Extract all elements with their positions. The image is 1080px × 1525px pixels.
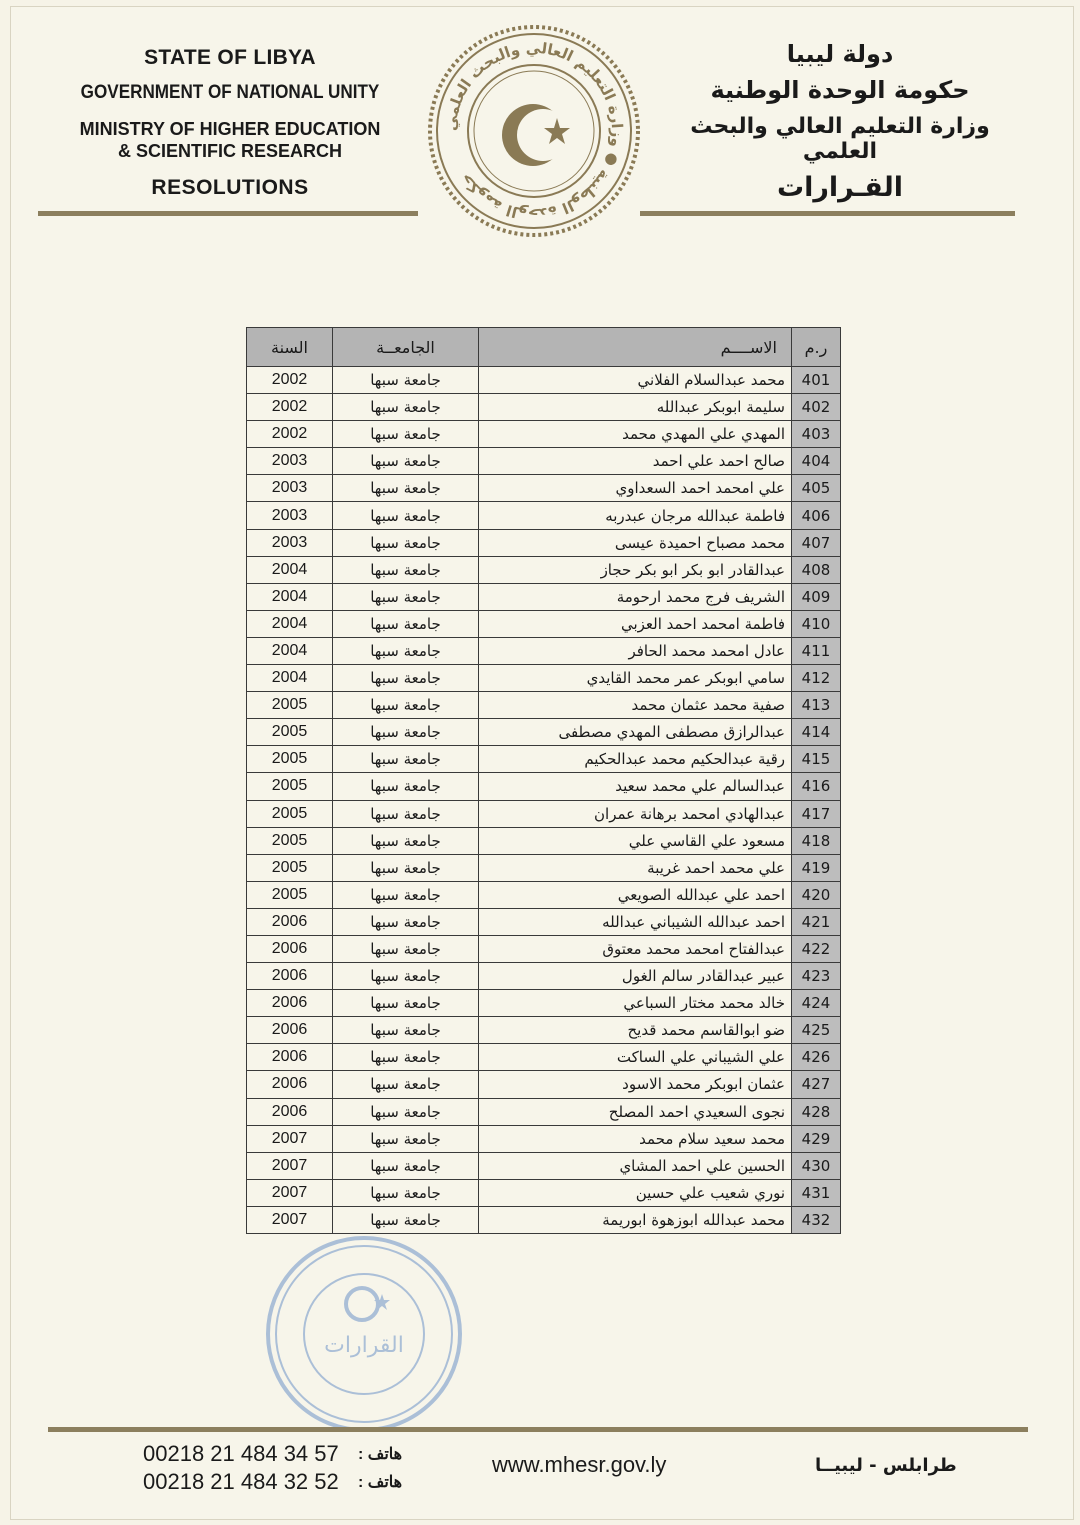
ministry-emblem-icon <box>425 22 643 240</box>
row-number: 404 <box>792 448 841 475</box>
table-row <box>247 908 841 935</box>
row-university: جامعة سبها <box>333 881 479 908</box>
row-name: الشريف فرج محمد ارحومة <box>479 583 792 610</box>
row-name: رقية عبدالحكيم محمد عبدالحكيم <box>479 746 792 773</box>
row-number: 422 <box>792 935 841 962</box>
row-university: جامعة سبها <box>333 502 479 529</box>
row-number: 424 <box>792 990 841 1017</box>
row-number: 410 <box>792 610 841 637</box>
row-name: الحسين علي احمد المشاي <box>479 1152 792 1179</box>
government-name-ar: حكومة الوحدة الوطنية <box>710 76 970 104</box>
phone-row-1 <box>143 1440 423 1468</box>
row-year: 2002 <box>247 394 333 421</box>
table-row <box>247 1206 841 1233</box>
ministry-name-ar: وزارة التعليم العالي والبحث العلمي <box>690 114 990 164</box>
row-year: 2006 <box>247 963 333 990</box>
row-university: جامعة سبها <box>333 746 479 773</box>
row-year: 2005 <box>247 827 333 854</box>
row-year: 2003 <box>247 502 333 529</box>
row-name: احمد عبدالله الشيباني عبدالله <box>479 908 792 935</box>
header-english <box>40 40 420 200</box>
row-university: جامعة سبها <box>333 719 479 746</box>
row-university: جامعة سبها <box>333 556 479 583</box>
row-name: محمد مصباح احميدة عيسى <box>479 529 792 556</box>
row-university: جامعة سبها <box>333 529 479 556</box>
row-number: 423 <box>792 963 841 990</box>
table-row <box>247 1044 841 1071</box>
table-row <box>247 448 841 475</box>
row-number: 409 <box>792 583 841 610</box>
row-number: 416 <box>792 773 841 800</box>
row-year: 2004 <box>247 637 333 664</box>
table-header-row <box>247 328 841 367</box>
official-stamp-icon <box>262 1232 467 1437</box>
table-row <box>247 421 841 448</box>
row-year: 2005 <box>247 719 333 746</box>
section-title-en: RESOLUTIONS <box>151 176 309 199</box>
ministry-name-en <box>40 118 420 162</box>
table-row <box>247 367 841 394</box>
row-number: 426 <box>792 1044 841 1071</box>
table-row <box>247 719 841 746</box>
row-university: جامعة سبها <box>333 935 479 962</box>
table-row <box>247 746 841 773</box>
row-university: جامعة سبها <box>333 583 479 610</box>
table-row <box>247 1152 841 1179</box>
row-name: محمد عبدالله ابوزهوة ابوريمة <box>479 1206 792 1233</box>
table-row <box>247 990 841 1017</box>
row-year: 2005 <box>247 881 333 908</box>
row-year: 2006 <box>247 1017 333 1044</box>
phone-number-1: 00218 21 484 34 57 <box>143 1441 339 1466</box>
row-name: علي محمد احمد غريبة <box>479 854 792 881</box>
row-university: جامعة سبها <box>333 963 479 990</box>
row-university: جامعة سبها <box>333 1125 479 1152</box>
row-name: نجوى السعيدي احمد المصلح <box>479 1098 792 1125</box>
row-year: 2003 <box>247 448 333 475</box>
row-number: 432 <box>792 1206 841 1233</box>
row-name: خالد محمد مختار السباعي <box>479 990 792 1017</box>
row-number: 407 <box>792 529 841 556</box>
table-row <box>247 665 841 692</box>
row-number: 414 <box>792 719 841 746</box>
row-university: جامعة سبها <box>333 1206 479 1233</box>
table-row <box>247 1098 841 1125</box>
row-name: علي امحمد احمد السعداوي <box>479 475 792 502</box>
row-name: عبدالفتاح امحمد محمد معتوق <box>479 935 792 962</box>
row-number: 415 <box>792 746 841 773</box>
table-row <box>247 529 841 556</box>
row-number: 431 <box>792 1179 841 1206</box>
row-number: 421 <box>792 908 841 935</box>
emblem-ring-text: حكومة الوحدة الوطنية ● وزارة التعليم العالي والبحث العلمي <box>441 38 627 224</box>
row-year: 2006 <box>247 908 333 935</box>
row-university: جامعة سبها <box>333 1098 479 1125</box>
row-name: عبدالسالم علي محمد سعيد <box>479 773 792 800</box>
phone-label-2: هاتف : <box>358 1474 403 1491</box>
row-name: عبدالقادر ابو بكر ابو بكر حجاز <box>479 556 792 583</box>
row-name: فاطمة عبدالله مرجان عبدربه <box>479 502 792 529</box>
row-number: 405 <box>792 475 841 502</box>
row-year: 2006 <box>247 990 333 1017</box>
row-name: عبدالرازق مصطفى المهدي مصطفى <box>479 719 792 746</box>
row-number: 401 <box>792 367 841 394</box>
row-name: عادل امحمد محمد الحافر <box>479 637 792 664</box>
row-name: نوري شعيب علي حسين <box>479 1179 792 1206</box>
country-name-en: STATE OF LIBYA <box>144 46 316 69</box>
row-number: 412 <box>792 665 841 692</box>
row-year: 2007 <box>247 1152 333 1179</box>
row-year: 2004 <box>247 610 333 637</box>
row-year: 2005 <box>247 800 333 827</box>
row-university: جامعة سبها <box>333 610 479 637</box>
row-number: 430 <box>792 1152 841 1179</box>
row-university: جامعة سبها <box>333 773 479 800</box>
row-name: عبدالهادي امحمد برهانة عمران <box>479 800 792 827</box>
row-university: جامعة سبها <box>333 1044 479 1071</box>
header-rule-left <box>38 211 418 216</box>
row-year: 2007 <box>247 1125 333 1152</box>
row-name: علي الشيباني علي الساكت <box>479 1044 792 1071</box>
row-year: 2006 <box>247 1044 333 1071</box>
row-name: مسعود علي القاسي علي <box>479 827 792 854</box>
table-row <box>247 1071 841 1098</box>
header-num: ر.م <box>792 328 841 367</box>
row-name: عبير عبدالقادر سالم الغول <box>479 963 792 990</box>
row-number: 403 <box>792 421 841 448</box>
row-number: 406 <box>792 502 841 529</box>
row-name: صالح احمد علي احمد <box>479 448 792 475</box>
table-row <box>247 583 841 610</box>
names-table-container <box>246 327 840 1234</box>
government-name-en: GOVERNMENT OF NATIONAL UNITY <box>80 82 380 103</box>
row-name: محمد سعيد سلام محمد <box>479 1125 792 1152</box>
row-university: جامعة سبها <box>333 990 479 1017</box>
stamp-center-text: القرارات <box>324 1333 404 1358</box>
table-row <box>247 963 841 990</box>
row-number: 428 <box>792 1098 841 1125</box>
row-name: ضو ابوالقاسم محمد قديح <box>479 1017 792 1044</box>
row-university: جامعة سبها <box>333 1017 479 1044</box>
header-name: الاســــم <box>479 328 792 367</box>
row-name: عثمان ابوبكر محمد الاسود <box>479 1071 792 1098</box>
ministry-line-2: & SCIENTIFIC RESEARCH <box>117 141 342 161</box>
table-body <box>247 367 841 1234</box>
table-row <box>247 610 841 637</box>
row-university: جامعة سبها <box>333 475 479 502</box>
website-link[interactable]: www.mhesr.gov.ly <box>492 1452 667 1477</box>
footer-phones <box>143 1440 423 1496</box>
row-university: جامعة سبها <box>333 394 479 421</box>
row-number: 411 <box>792 637 841 664</box>
row-year: 2005 <box>247 773 333 800</box>
row-number: 420 <box>792 881 841 908</box>
row-university: جامعة سبها <box>333 908 479 935</box>
row-year: 2002 <box>247 367 333 394</box>
phone-label-1: هاتف : <box>358 1446 403 1463</box>
row-name: سليمة ابوبكر عبدالله <box>479 394 792 421</box>
row-year: 2007 <box>247 1206 333 1233</box>
row-year: 2003 <box>247 529 333 556</box>
row-university: جامعة سبها <box>333 854 479 881</box>
row-number: 413 <box>792 692 841 719</box>
row-number: 408 <box>792 556 841 583</box>
row-university: جامعة سبها <box>333 665 479 692</box>
row-number: 429 <box>792 1125 841 1152</box>
row-year: 2004 <box>247 583 333 610</box>
table-row <box>247 935 841 962</box>
table-row <box>247 1017 841 1044</box>
phone-row-2 <box>143 1468 423 1496</box>
row-university: جامعة سبها <box>333 800 479 827</box>
row-number: 402 <box>792 394 841 421</box>
row-year: 2006 <box>247 935 333 962</box>
row-university: جامعة سبها <box>333 637 479 664</box>
table-row <box>247 556 841 583</box>
row-year: 2006 <box>247 1071 333 1098</box>
city-address: طرابلس - ليبيــا <box>815 1455 957 1476</box>
row-number: 417 <box>792 800 841 827</box>
table-row <box>247 773 841 800</box>
row-number: 418 <box>792 827 841 854</box>
table-row <box>247 692 841 719</box>
header-arabic <box>660 40 1020 203</box>
row-name: احمد علي عبدالله الصويعي <box>479 881 792 908</box>
row-number: 419 <box>792 854 841 881</box>
row-university: جامعة سبها <box>333 448 479 475</box>
header-year: السنة <box>247 328 333 367</box>
row-university: جامعة سبها <box>333 827 479 854</box>
row-year: 2004 <box>247 665 333 692</box>
row-year: 2003 <box>247 475 333 502</box>
country-name-ar: دولة ليبيا <box>786 40 894 68</box>
phone-number-2: 00218 21 484 32 52 <box>143 1469 339 1494</box>
section-title-ar: القـرارات <box>776 172 904 203</box>
row-year: 2004 <box>247 556 333 583</box>
row-year: 2002 <box>247 421 333 448</box>
row-name: محمد عبدالسلام الفلاني <box>479 367 792 394</box>
header-university: الجامعــة <box>333 328 479 367</box>
row-university: جامعة سبها <box>333 692 479 719</box>
row-year: 2005 <box>247 692 333 719</box>
row-year: 2007 <box>247 1179 333 1206</box>
table-row <box>247 800 841 827</box>
table-row <box>247 881 841 908</box>
row-name: المهدي علي المهدي محمد <box>479 421 792 448</box>
row-name: صفية محمد عثمان محمد <box>479 692 792 719</box>
table-row <box>247 394 841 421</box>
row-number: 427 <box>792 1071 841 1098</box>
row-number: 425 <box>792 1017 841 1044</box>
row-year: 2005 <box>247 854 333 881</box>
table-row <box>247 475 841 502</box>
row-university: جامعة سبها <box>333 421 479 448</box>
row-name: فاطمة امحمد احمد العزبي <box>479 610 792 637</box>
table-row <box>247 854 841 881</box>
table-row <box>247 637 841 664</box>
row-university: جامعة سبها <box>333 1071 479 1098</box>
row-university: جامعة سبها <box>333 1179 479 1206</box>
names-table <box>246 327 841 1234</box>
table-row <box>247 502 841 529</box>
footer-rule <box>48 1427 1028 1432</box>
row-year: 2006 <box>247 1098 333 1125</box>
row-university: جامعة سبها <box>333 367 479 394</box>
ministry-line-1: MINISTRY OF HIGHER EDUCATION <box>79 119 381 139</box>
row-name: سامي ابوبكر عمر محمد القايدي <box>479 665 792 692</box>
table-row <box>247 1179 841 1206</box>
header-rule-right <box>640 211 1015 216</box>
row-year: 2005 <box>247 746 333 773</box>
table-row <box>247 1125 841 1152</box>
row-university: جامعة سبها <box>333 1152 479 1179</box>
table-row <box>247 827 841 854</box>
